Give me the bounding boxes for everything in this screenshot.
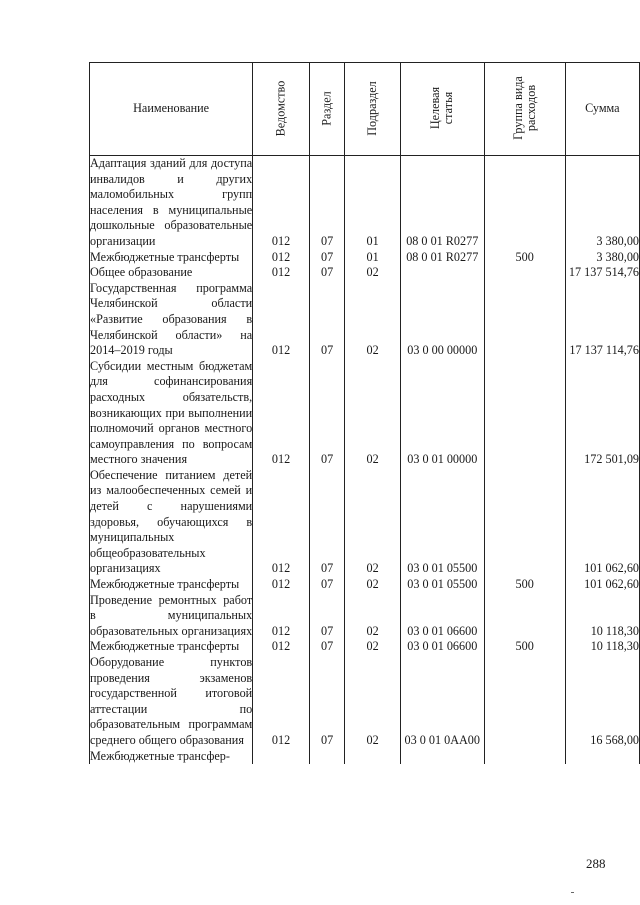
row-sum: 101 062,60	[565, 577, 639, 593]
table-row	[90, 593, 640, 640]
row-name: Межбюджетные трансферты	[90, 639, 253, 655]
header-razdel: Раздел	[309, 63, 344, 156]
row-podrazdel: 02	[345, 265, 401, 281]
row-cs: 03 0 00 00000	[400, 281, 484, 359]
row-podrazdel: 02	[345, 359, 401, 468]
row-gvr	[484, 359, 565, 468]
row-razdel: 07	[309, 593, 344, 640]
header-sum: Сумма	[565, 63, 639, 156]
row-gvr	[484, 468, 565, 577]
row-cs: 03 0 01 00000	[400, 359, 484, 468]
row-cs: 03 0 01 06600	[400, 593, 484, 640]
row-name: Оборудование пунктов проведения экзаменов государственной итоговой аттестации по образовательным программам среднего общего образования	[90, 655, 253, 747]
row-razdel: 07	[309, 359, 344, 468]
row-sum: 10 118,30	[565, 593, 639, 640]
row-name: Межбюджетные трансферты	[90, 577, 253, 593]
row-razdel: 07	[309, 639, 344, 655]
row-cs: 03 0 01 05500	[400, 577, 484, 593]
table-row	[90, 468, 640, 577]
row-gvr	[484, 593, 565, 640]
row-ved: 012	[253, 265, 310, 281]
row-name: Обеспечение питанием детей из малообеспеченных семей и детей с нарушениями здоровья, обучающихся в муниципальных общеобразовательных организациях	[90, 467, 253, 576]
page-number: 288	[586, 856, 606, 871]
header-gvr: Группа вида расходов	[484, 63, 565, 156]
row-cs: 08 0 01 R0277	[400, 250, 484, 266]
row-razdel: 07	[309, 250, 344, 266]
row-razdel: 07	[309, 281, 344, 359]
table-row	[90, 639, 640, 655]
row-cs: 08 0 01 R0277	[400, 156, 484, 250]
table-row	[90, 281, 640, 359]
row-ved: 012	[253, 639, 310, 655]
row-sum	[565, 749, 639, 765]
row-sum: 3 380,00	[565, 250, 639, 266]
row-gvr: 500	[484, 250, 565, 266]
row-razdel: 07	[309, 265, 344, 281]
row-podrazdel: 01	[345, 250, 401, 266]
row-ved: 012	[253, 468, 310, 577]
row-podrazdel	[345, 749, 401, 765]
row-cs	[400, 265, 484, 281]
header-cs: Целевая статья	[400, 63, 484, 156]
row-sum: 17 137 514,76	[565, 265, 639, 281]
row-ved: 012	[253, 250, 310, 266]
table-row	[90, 749, 640, 765]
row-ved: 012	[253, 156, 310, 250]
scan-artifact	[571, 892, 574, 893]
row-cs: 03 0 01 0AA00	[400, 655, 484, 749]
row-sum: 3 380,00	[565, 156, 639, 250]
row-name: Субсидии местным бюджетам для софинансирования расходных обязательств, возникающих при выполнении полномочий органов местного самоуправления по вопросам местного значения	[90, 358, 253, 467]
row-name: Межбюджетные трансферты	[90, 250, 253, 266]
header-name: Наименование	[90, 63, 253, 156]
row-sum: 17 137 114,76	[565, 281, 639, 359]
row-gvr: 500	[484, 577, 565, 593]
table-row	[90, 577, 640, 593]
row-name: Проведение ремонтных работ в муниципальных образовательных организациях	[90, 592, 253, 638]
row-razdel	[309, 749, 344, 765]
budget-table	[89, 62, 640, 764]
row-podrazdel: 01	[345, 156, 401, 250]
table-row	[90, 265, 640, 281]
row-gvr	[484, 281, 565, 359]
row-podrazdel: 02	[345, 577, 401, 593]
row-cs	[400, 749, 484, 765]
row-razdel: 07	[309, 156, 344, 250]
row-ved: 012	[253, 359, 310, 468]
row-name: Адаптация зданий для доступа инвалидов и других маломобильных групп населения в муниципальные дошкольные образовательные организации	[90, 156, 253, 248]
row-name: Межбюджетные трансфер-	[90, 749, 253, 765]
row-gvr: 500	[484, 639, 565, 655]
row-name: Государственная программа Челябинской области «Развитие образования в Челябинской области» на 2014–2019 годы	[90, 280, 253, 358]
row-ved: 012	[253, 577, 310, 593]
row-razdel: 07	[309, 655, 344, 749]
row-razdel: 07	[309, 468, 344, 577]
table-row	[90, 156, 640, 250]
row-gvr	[484, 265, 565, 281]
row-gvr	[484, 749, 565, 765]
header-podrazdel: Подраздел	[345, 63, 401, 156]
row-cs: 03 0 01 05500	[400, 468, 484, 577]
table-header-row	[90, 63, 640, 156]
row-podrazdel: 02	[345, 655, 401, 749]
row-gvr	[484, 156, 565, 250]
row-podrazdel: 02	[345, 593, 401, 640]
row-sum: 16 568,00	[565, 655, 639, 749]
row-razdel: 07	[309, 577, 344, 593]
row-sum: 101 062,60	[565, 468, 639, 577]
row-ved: 012	[253, 281, 310, 359]
row-sum: 10 118,30	[565, 639, 639, 655]
table-row	[90, 655, 640, 749]
row-sum: 172 501,09	[565, 359, 639, 468]
row-ved: 012	[253, 655, 310, 749]
row-gvr	[484, 655, 565, 749]
row-cs: 03 0 01 06600	[400, 639, 484, 655]
header-ved: Ведомство	[253, 63, 310, 156]
table-row	[90, 359, 640, 468]
row-podrazdel: 02	[345, 281, 401, 359]
row-podrazdel: 02	[345, 468, 401, 577]
row-ved	[253, 749, 310, 765]
table-row	[90, 250, 640, 266]
row-name: Общее образование	[90, 265, 253, 281]
row-podrazdel: 02	[345, 639, 401, 655]
row-ved: 012	[253, 593, 310, 640]
